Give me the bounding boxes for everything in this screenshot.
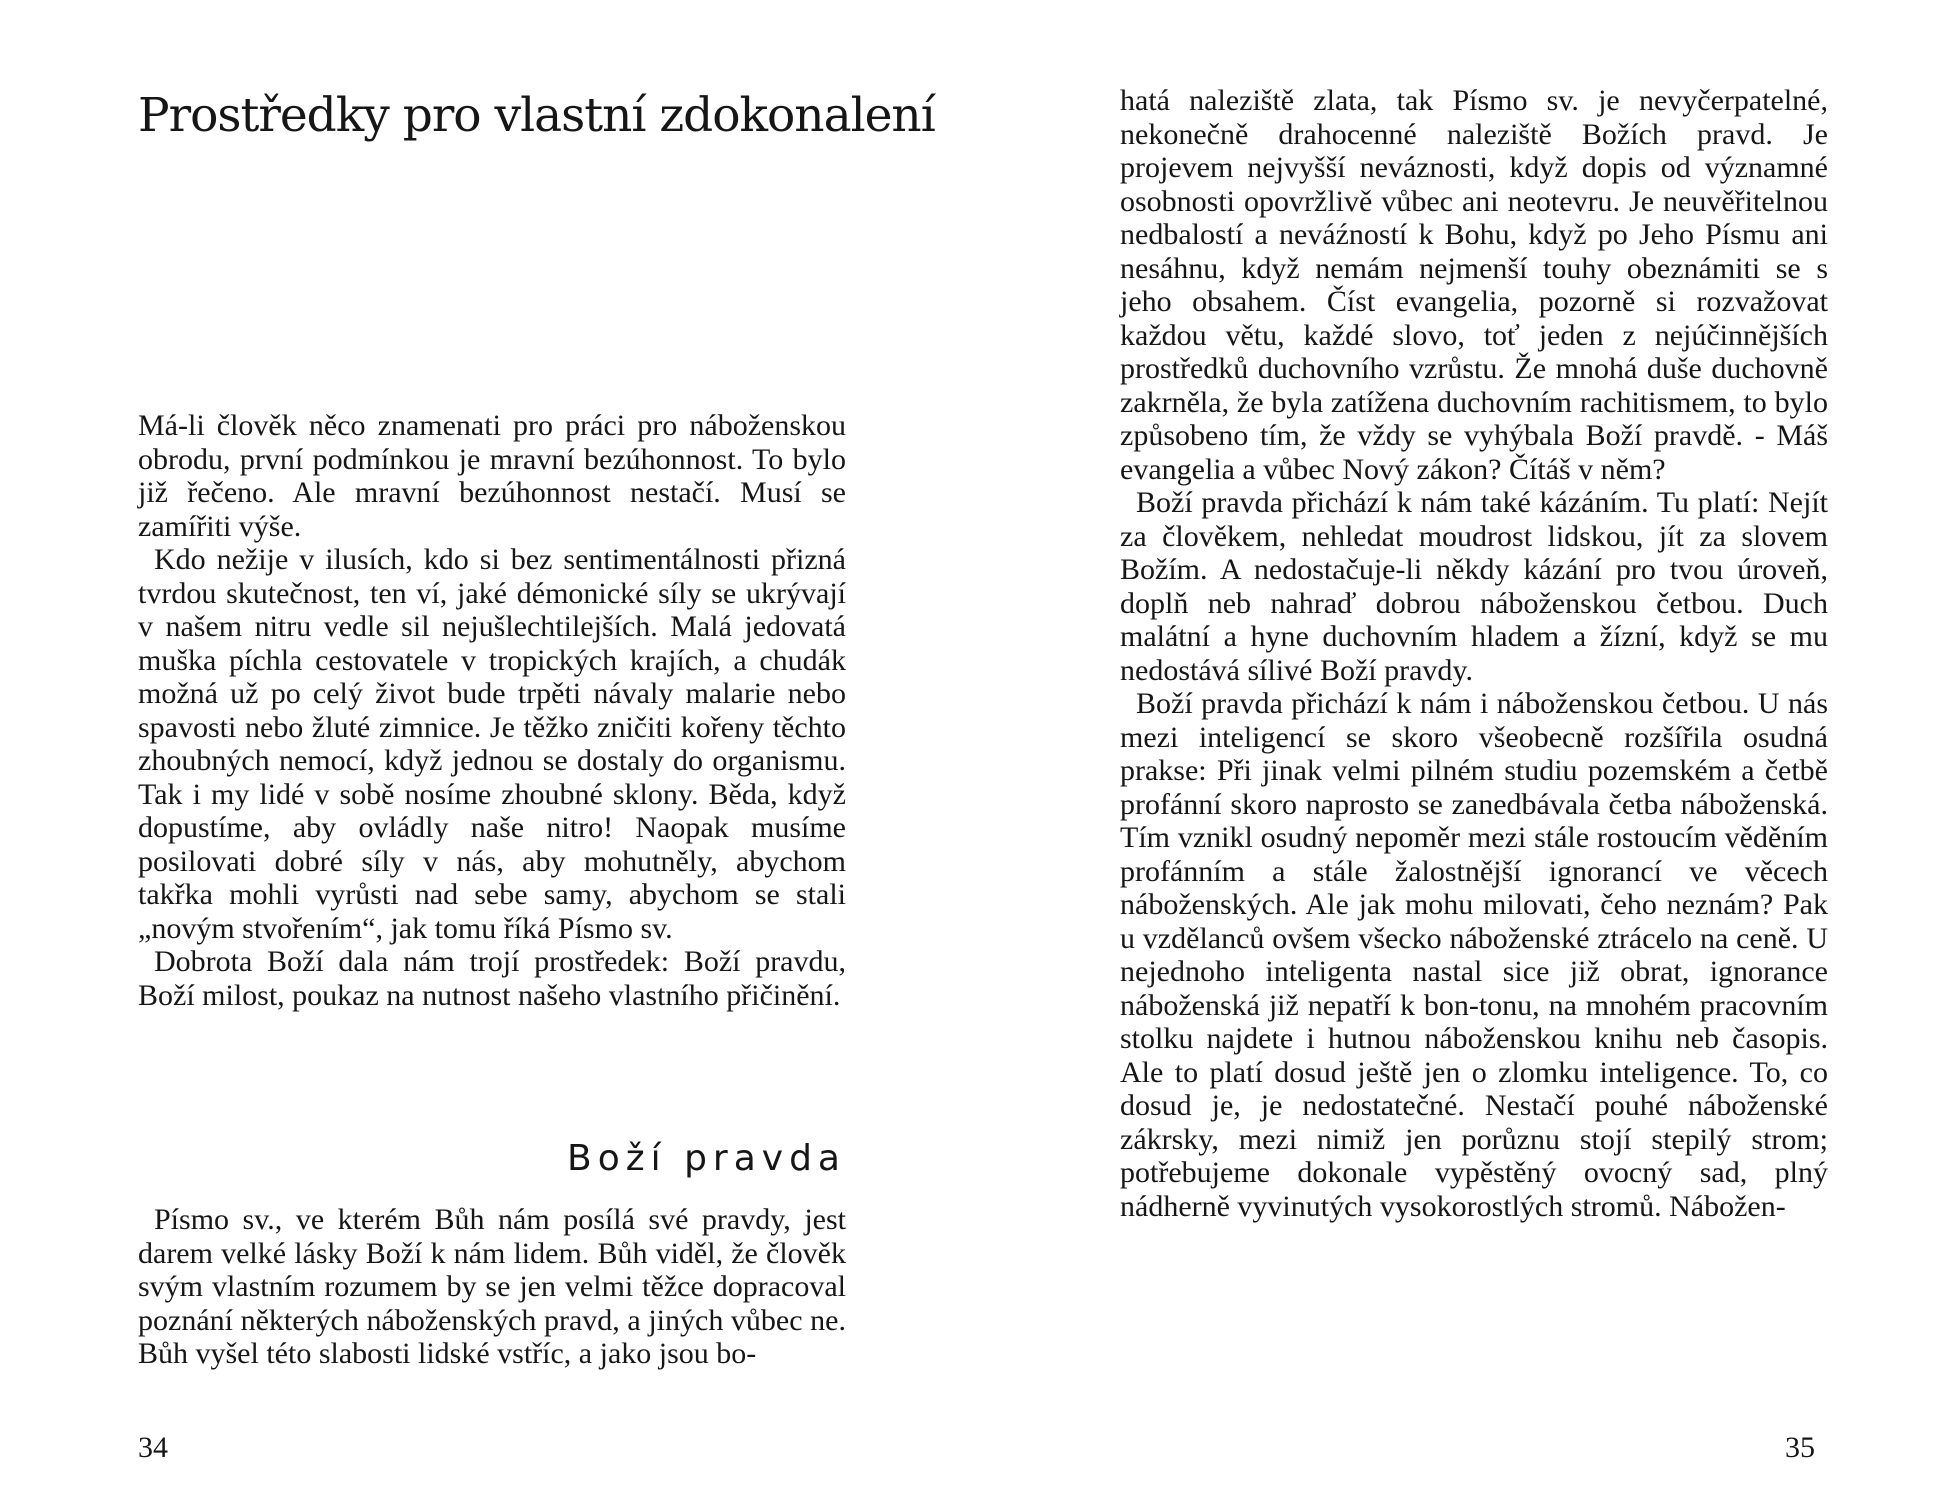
section-body-text: [138, 1203, 846, 1371]
section-heading: Boží pravda: [567, 1138, 846, 1179]
paragraph: Boží pravda přichází k nám i náboženskou četbou. U nás mezi inteligencí se skoro všeobecně rozšířila osudná prakse: Při jinak velmi pilném studiu pozemském a četbě profánní skoro naprosto se zanedbávala četba náboženská. Tím vznikl osudný nepoměr mezi stále rostoucím věděním profánním a stále žalostnější ignorancí ve věcech náboženských. Ale jak mohu milovati, čeho neznám? Pak u vzdělanců ovšem všecko náboženské ztrácelo na ceně. U nejednoho inteligenta nastal sice již obrat, ignorance náboženská již nepatří k bon-tonu, na mnohém pracovním stolku najdete i hutnou náboženskou knihu neb časopis. Ale to platí dosud ještě jen o zlomku inteligence. To, co dosud je, je nedostatečné. Nestačí pouhé náboženské zákrsky, mezi nimiž jen porůznu stojí stepilý strom; potřebujeme dokonale vypěstěný ovocný sad, plný nádherně vyvinutých vysokorostlých stromů. Nábožen-: [1120, 687, 1828, 1223]
left-body-text: [138, 409, 846, 1012]
paragraph: Má-li člověk něco znamenati pro práci pro náboženskou obrodu, první podmínkou je mravní bezúhonnost. To bylo již řečeno. Ale mravní bezúhonnost nestačí. Musí se zamířiti výše.: [138, 409, 846, 543]
paragraph: Písmo sv., ve kterém Bůh nám posílá své pravdy, jest darem velké lásky Boží k nám lidem. Bůh viděl, že člověk svým vlastním rozumem by se jen velmi těžce dopracoval poznání některých náboženských pravd, a jiných vůbec ne. Bůh vyšel této slabosti lidské vstříc, a jako jsou bo-: [138, 1203, 846, 1370]
page-number: 35: [1785, 1431, 1815, 1464]
paragraph: Kdo nežije v ilusích, kdo si bez sentimentálnosti přizná tvrdou skutečnost, ten ví, jaké démonické síly se ukrývají v našem nitru vedle sil nejušlechtilejších. Malá jedovatá muška píchla cestovatele v tropických krajích, a chudák možná už po celý život bude trpěti návaly malarie nebo spavosti nebo žluté zimnice. Je těžko zničiti kořeny těchto zhoubných nemocí, když jednou se dostaly do organismu. Tak i my lidé v sobě nosíme zhoubné sklony. Běda, když dopustíme, aby ovládly naše nitro! Naopak musíme posilovati dobré síly v nás, aby mohutněly, abychom takřka mohli vyrůsti nad sebe samy, abychom se stali „novým stvořením“, jak tomu říká Písmo sv.: [138, 543, 846, 945]
page-number: 34: [138, 1431, 168, 1464]
paragraph: Dobrota Boží dala nám trojí prostředek: Boží pravdu, Boží milost, poukaz na nutnost našeho vlastního přičinění.: [138, 945, 846, 1012]
paragraph: hatá naleziště zlata, tak Písmo sv. je nevyčerpatelné, nekonečně drahocenné naleziště Božích pravd. Je projevem nejvyšší neváznosti, když dopis od významné osobnosti opovržlivě vůbec ani neotevru. Je neuvěřitelnou nedbalostí a neváźností k Bohu, když po Jeho Písmu ani nesáhnu, když nemám nejmenší touhy obeznámiti se s jeho obsahem. Číst evangelia, pozorně si rozvažovat každou větu, každé slovo, toť jeden z nejúčinnějších prostředků duchovního vzrůstu. Že mnohá duše duchovně zakrněla, že byla zatížena duchovním rachitismem, to bylo způsobeno tím, že vždy se vyhýbala Boží pravdě. - Máš evangelia a vůbec Nový zákon? Čítáš v něm?: [1120, 84, 1828, 486]
right-body-text: [1120, 84, 1828, 1223]
chapter-title: Prostředky pro vlastní zdokonalení: [138, 88, 935, 143]
paragraph: Boží pravda přichází k nám také kázáním. Tu platí: Nejít za člověkem, nehledat moudrost lidskou, jít za slovem Božím. A nedostačuje-li někdy kázání pro tvou úroveň, doplň neb nahraď dobrou náboženskou četbou. Duch malátní a hyne duchovním hladem a žízní, když se mu nedostává sílivé Boží pravdy.: [1120, 486, 1828, 687]
right-page: [977, 0, 1954, 1500]
